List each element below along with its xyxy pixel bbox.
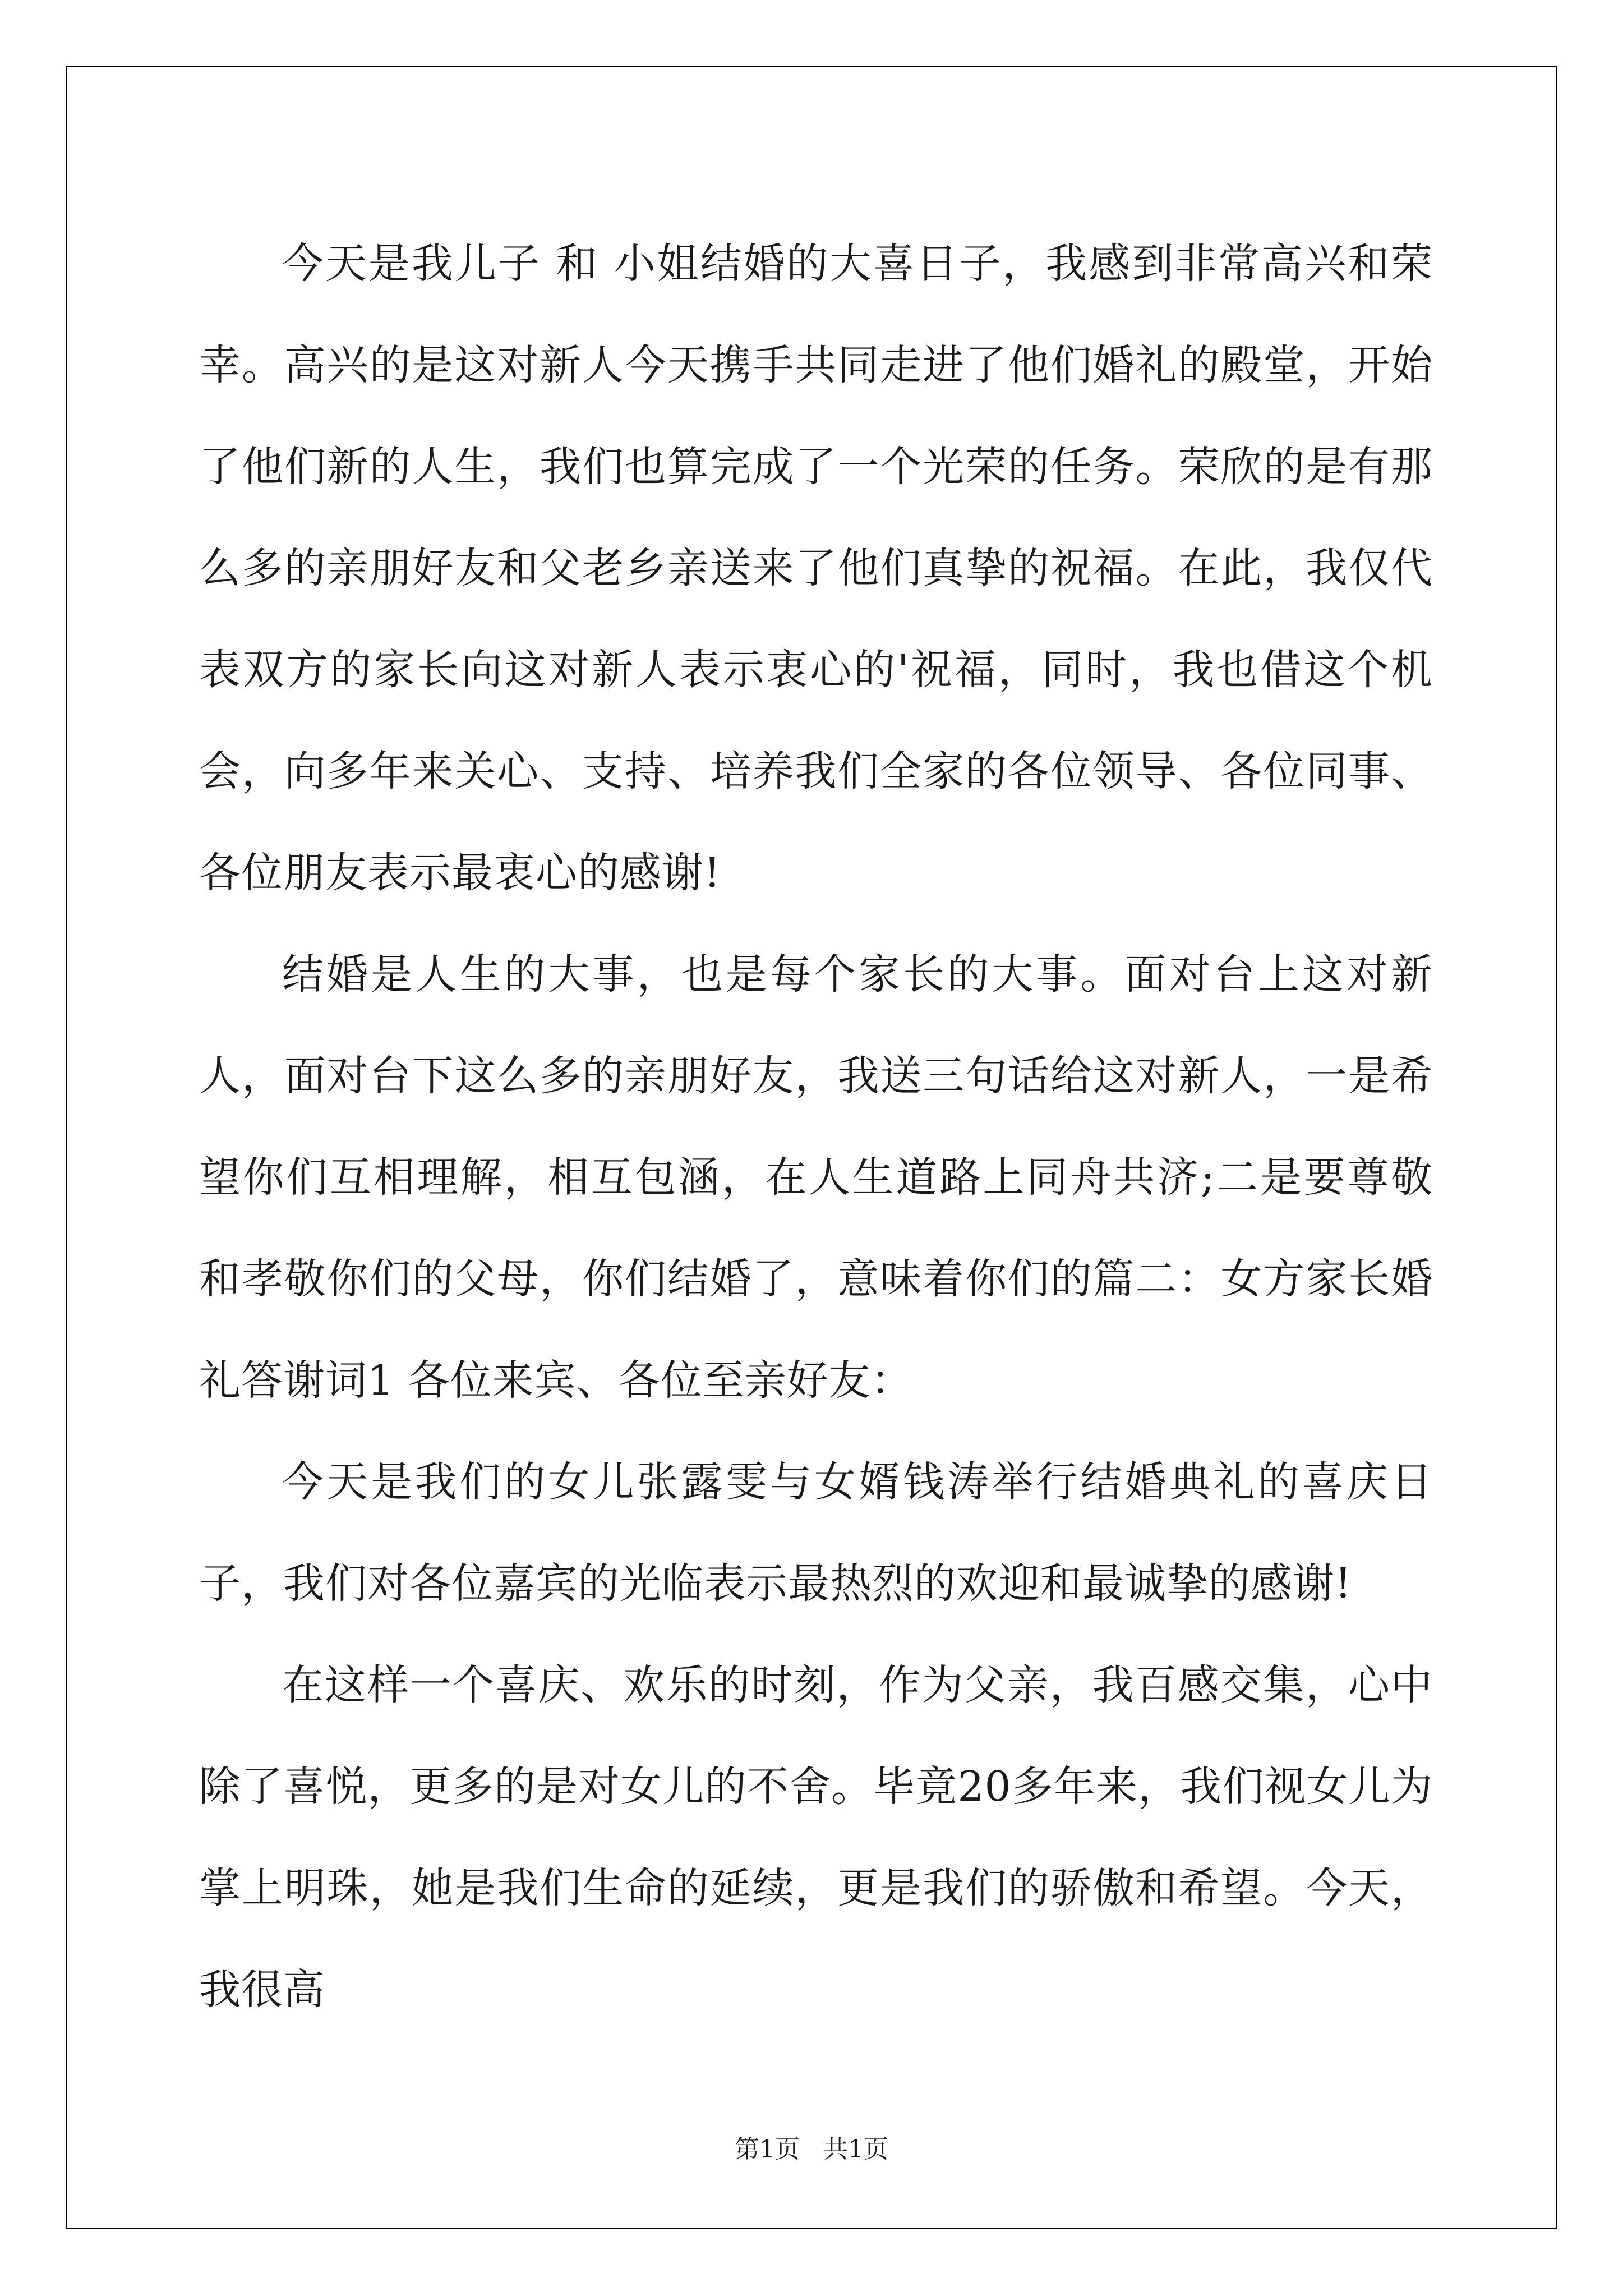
paragraph-1: 今天是我儿子 和 小姐结婚的大喜日子，我感到非常高兴和荣幸。高兴的是这对新人今天携手共同走进了他们婚礼的殿堂，开始了他们新的人生，我们也算完成了一个光荣的任务。荣欣的是有那么多的亲朋好友和父老乡亲送来了他们真挚的祝福。在此，我仅代表双方的家长向这对新人表示衷心的'祝福，同时，我也借这个机会，向多年来关心、支持、培养我们全家的各位领导、各位同事、各位朋友表示最衷心的感谢! bbox=[199, 240, 1433, 897]
page-number: 第1页 bbox=[735, 2135, 800, 2164]
paragraph-3: 今天是我们的女儿张露雯与女婿钱涛举行结婚典礼的喜庆日子，我们对各位嘉宾的光临表示最热烈的欢迎和最诚挚的感谢! bbox=[199, 1458, 1433, 1608]
page-total: 共1页 bbox=[823, 2135, 888, 2164]
document-body bbox=[199, 213, 1433, 2041]
paragraph-2: 结婚是人生的大事，也是每个家长的大事。面对台上这对新人，面对台下这么多的亲朋好友，我送三句话给这对新人，一是希望你们互相理解，相互包涵，在人生道路上同舟共济;二是要尊敬和孝敬你们的父母，你们结婚了，意味着你们的篇二：女方家长婚礼答谢词1 各位来宾、各位至亲好友： bbox=[199, 950, 1433, 1405]
page-footer bbox=[0, 2129, 1623, 2165]
paragraph-4: 在这样一个喜庆、欢乐的时刻，作为父亲，我百感交集，心中除了喜悦，更多的是对女儿的不舍。毕竟20多年来，我们视女儿为掌上明珠，她是我们生命的延续，更是我们的骄傲和希望。今天，我很高 bbox=[199, 1661, 1433, 2014]
